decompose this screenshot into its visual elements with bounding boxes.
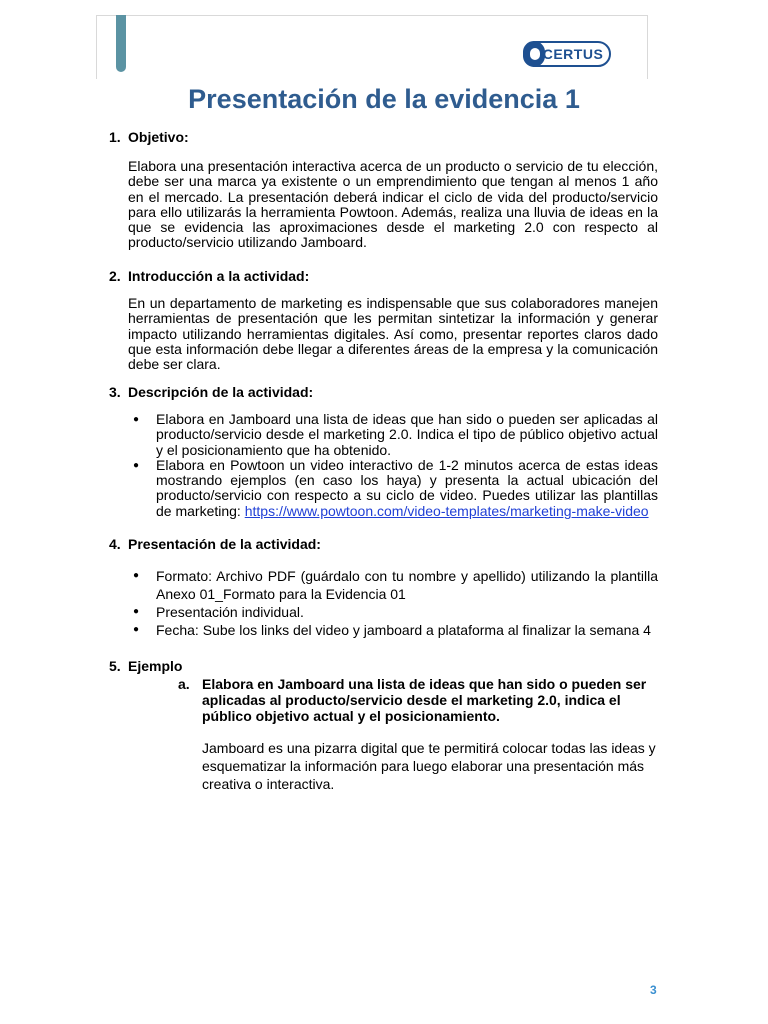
section-title: Introducción a la actividad:: [128, 268, 310, 284]
section-title: Presentación de la actividad:: [128, 536, 321, 552]
sub-heading-text: Elabora en Jamboard una lista de ideas que han sido o pueden ser aplicadas al producto/servicio desde el marketing 2.0, indica el público objetivo actual y el posicionamiento.: [202, 676, 647, 724]
powtoon-templates-link[interactable]: https://www.powtoon.com/video-templates/marketing-make-video: [244, 502, 649, 519]
bullet-icon: ●: [133, 606, 140, 617]
bullet-icon: ●: [133, 570, 140, 581]
list-item: ● Fecha: Sube los links del video y jamboard a plataforma al finalizar la semana 4: [133, 622, 651, 638]
section-2-heading: [109, 268, 309, 284]
section-3-bullets: [128, 412, 658, 519]
logo-text: CERTUS: [542, 46, 604, 62]
bullet-icon: ●: [133, 459, 140, 471]
page-title: Presentación de la evidencia 1: [188, 84, 580, 114]
section-number: 3.: [109, 384, 121, 400]
list-item: ● Elabora en Powtoon un video interactivo de 1-2 minutos acerca de estas ideas mostrando ejemplos (en caso los haya) y presenta la actual ubicación del producto/servicio con respecto a su ciclo de video. Puedes utilizar las plantillas de marketing: https://www.powtoon.com/video-templates/marketing-make-video: [133, 456, 658, 519]
section-4-heading: [109, 536, 321, 552]
section-title: Descripción de la actividad:: [128, 384, 314, 400]
list-item: ● Elabora en Jamboard una lista de ideas que han sido o pueden ser aplicadas al producto/servicio desde el marketing 2.0. Indica el tipo de público objetivo actual y el posicionamiento que ha obtenido.: [133, 411, 658, 458]
section-3-heading: [109, 384, 313, 400]
list-item: ● Formato: Archivo PDF (guárdalo con tu nombre y apellido) utilizando la plantilla Anexo 01_Formato para la Evidencia 01: [133, 568, 658, 602]
example-subheading: [178, 676, 658, 724]
example-text: Jamboard es una pizarra digital que te permitirá colocar todas las ideas y esquematizar la información para luego elaborar una presentación más creativa o interactiva.: [202, 740, 656, 792]
section-title: Objetivo:: [128, 129, 189, 145]
section-title: Ejemplo: [128, 658, 183, 674]
bullet-icon: ●: [133, 414, 140, 425]
list-item: ● Presentación individual.: [133, 604, 304, 620]
section-1-heading: [109, 129, 189, 145]
section-number: 5.: [109, 658, 121, 674]
page-number: 3: [650, 983, 657, 997]
logo-c-icon: [523, 41, 545, 67]
section-number: 1.: [109, 129, 121, 145]
section-1-text: Elabora una presentación interactiva acerca de un producto o servicio de tu elección, debe ser una marca ya existente o un emprendimiento que tengan al menos 1 año en el mercado. La presentación deberá indicar el ciclo de vida del producto/servicio para ello utilizarás la herramienta Powtoon. Además, realiza una lluvia de ideas en la que se evidencia las aproximaciones desde el marketing 2.0 con respecto al producto/servicio utilizando Jamboard.: [128, 158, 658, 251]
section-number: 2.: [109, 268, 121, 284]
sub-letter: a.: [178, 676, 190, 692]
section-4-bullets: [128, 567, 658, 639]
section-number: 4.: [109, 536, 121, 552]
section-2-text: En un departamento de marketing es indispensable que sus colaboradores manejen herramientas de presentación que les permitan sintetizar la información y generar impacto utilizando herramientas digitales. Así como, presentar reportes claros dado que esta información debe llegar a diferentes áreas de la empresa y la comunicación debe ser clara.: [128, 295, 658, 373]
section-5-heading: [109, 658, 182, 674]
header-accent-bar: [116, 15, 126, 72]
certus-logo: [523, 41, 611, 67]
bullet-icon: ●: [133, 624, 140, 635]
